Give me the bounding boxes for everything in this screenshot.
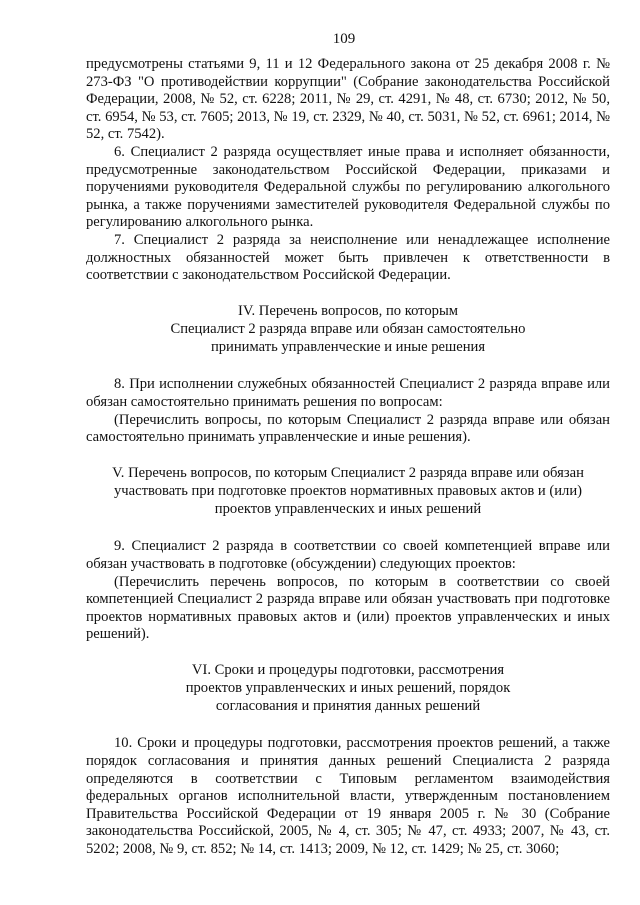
section-heading-6-line-2: проектов управленческих и иных решений, порядок: [185, 680, 511, 697]
section-heading-4-line-2: Специалист 2 разряда вправе или обязан самостоятельно: [170, 320, 526, 337]
section-heading-4: [86, 302, 610, 357]
section-heading-4-line-1: IV. Перечень вопросов, по которым: [237, 302, 459, 319]
section-heading-5: [86, 464, 610, 519]
paragraph-continued: предусмотрены статьями 9, 11 и 12 Федерального закона от 25 декабря 2008 г. № 273-ФЗ "О противодействии коррупции" (Собрание законодательства Российской Федерации, 2008, № 52, ст. 6228; 2011, № 29, ст. 4291, № 48, ст. 6730; 2012, № 50, ст. 6954, № 53, ст. 7605; 2013, № 19, ст. 2329, № 40, ст. 5031, № 52, ст. 6961; 2014, № 52, ст. 7542).: [86, 56, 610, 143]
paragraph-6: 6. Специалист 2 разряда осуществляет иные права и исполняет обязанности, предусмотренные законодательством Российской Федерации, приказами и поручениями руководителя Федеральной службы по регулированию алкогольного рынка, а также поручениями заместителей руководителя Федеральной службы по регулированию алкогольного рынка.: [86, 143, 610, 231]
paragraph-9: 9. Специалист 2 разряда в соответствии со своей компетенцией вправе или обязан участвовать в подготовке (обсуждении) следующих проектов:: [86, 538, 610, 572]
paragraph-8: 8. При исполнении служебных обязанностей Специалист 2 разряда вправе или обязан самостоятельно принимать решения по вопросам:: [86, 376, 610, 410]
section-heading-5-line-1: V. Перечень вопросов, по которым Специалист 2 разряда вправе или обязан: [112, 464, 584, 481]
section-heading-5-line-3: проектов управленческих и иных решений: [214, 501, 482, 518]
page-number: 109: [332, 31, 356, 47]
paragraph-10: 10. Сроки и процедуры подготовки, рассмотрения проектов решений, а также порядок согласования и принятия данных решений Специалиста 2 разряда определяются в соответствии с Типовым регламентом взаимодействия федеральных органов исполнительной власти, утвержденным постановлением Правительства Российской Федерации от 19 января 2005 г. № 30 (Собрание законодательства Российской, 2005, № 4, ст. 305; № 47, ст. 4933; 2007, № 43, ст. 5202; 2008, № 9, ст. 852; № 14, ст. 1413; 2009, № 12, ст. 1429; № 25, ст. 3060;: [86, 735, 610, 858]
section-heading-6-line-1: VI. Сроки и процедуры подготовки, рассмотрения: [191, 661, 505, 678]
paragraph-9-note: (Перечислить перечень вопросов, по которым в соответствии со своей компетенцией Специалист 2 разряда вправе или обязан участвовать при подготовке проектов нормативных правовых актов и (или) проектов управленческих и иных решений).: [86, 573, 610, 643]
section-heading-6: [86, 661, 610, 716]
section-heading-5-line-2: участвовать при подготовке проектов нормативных правовых актов и (или): [114, 482, 582, 499]
section-heading-6-line-3: согласования и принятия данных решений: [215, 698, 481, 715]
paragraph-8-note: (Перечислить вопросы, по которым Специалист 2 разряда вправе или обязан самостоятельно принимать управленческие и иные решения).: [86, 411, 610, 446]
section-heading-4-line-3: принимать управленческие и иные решения: [210, 339, 486, 356]
paragraph-7: 7. Специалист 2 разряда за неисполнение или ненадлежащее исполнение должностных обязанностей может быть привлечен к ответственности в соответствии с законодательством Российской Федерации.: [86, 231, 610, 284]
